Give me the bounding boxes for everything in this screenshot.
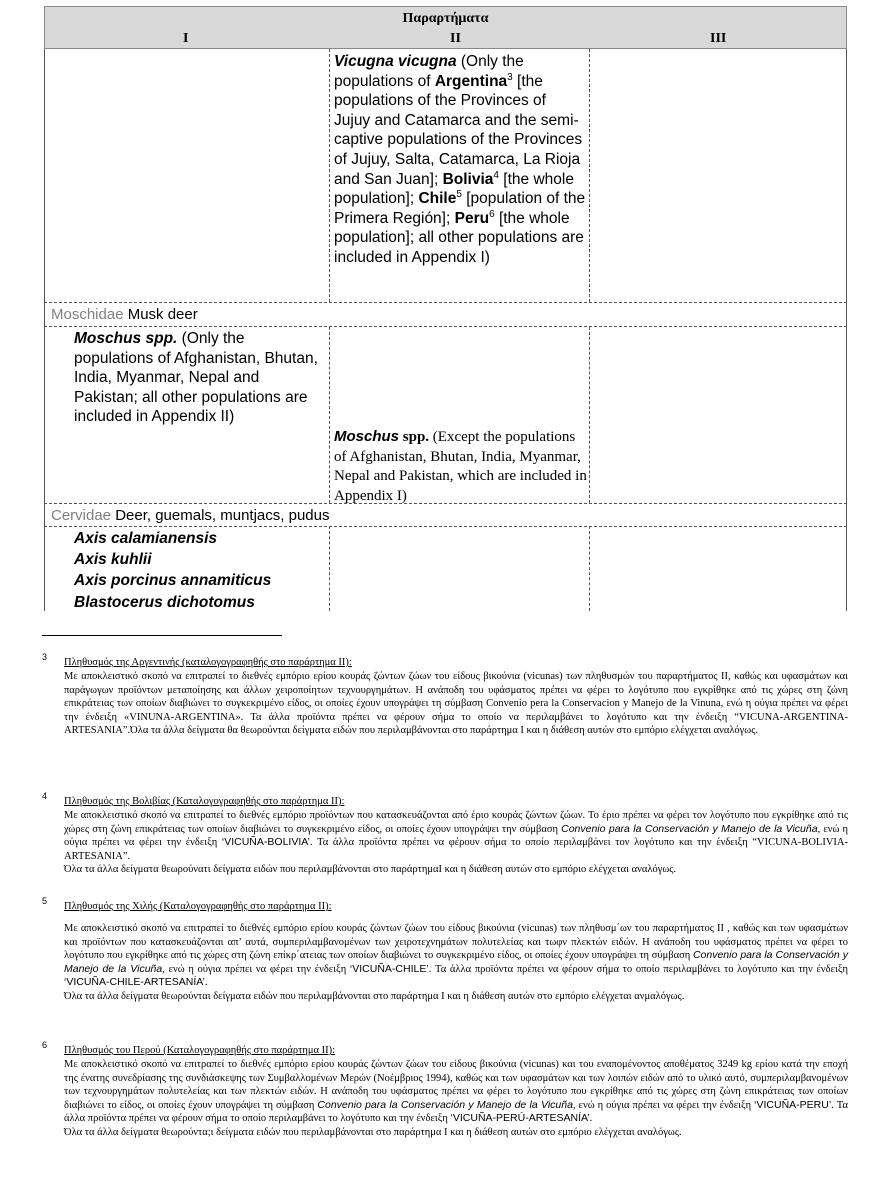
footnote-text: Με αποκλειστικό σκοπό να επιτραπεί το διεθνές εμπόριο ερίου κουράς ζώντων ζώων του είδους βικούνια (vicunas) και του εναπομένοντος αποθέματος 3249 kg ερίου κατά την εποχή της ένατης συνεδρίασης της συνδιάσκεψης των Συμβαλλομένων Μερών (Νοέμβριος 1994), καθώς και των υφασμάτων και των λοιπών ειδών από το υλικό αυτό, συμπεριλαμβανομένων των τεχνουργημάτων πολυτελείας και των πλεκτών ειδών. Η ανάποδη του υφάσματος πρέπει να φέρει το λογότυπο που εγκρίθηκε από τις χώρες στη ζώνη επικράτειας των οποίων διαβιώνει το είδος, οι οποίες έχουν υπογράψει τη σύμβαση xyxy=(64,1059,848,1111)
moschus-appendix-i-entry xyxy=(74,329,326,427)
label-text: ‘VICUÑA-CHILE-ARTESANÍA’ xyxy=(64,976,205,988)
footnote-text: . Τα άλλα προϊόντα πρέπει να φέρουν σήμα το οποίο περιλαμβάνει το λογότυπο και την ένδειξη xyxy=(428,963,848,975)
appendix-header xyxy=(44,6,847,49)
footnote-text: Όλα τα άλλα δείγματα θεωρούνατι δείγματα ειδών που περιλαμβάνονται στο παράρτημαI και η διάθεση αυτών στο εμπόριο ελέγχεται αναλόγως. xyxy=(64,864,677,875)
column-heading-iii: III xyxy=(710,31,727,46)
column-heading-i: I xyxy=(183,31,189,46)
footnote-number: 4 xyxy=(42,791,48,801)
column-divider xyxy=(589,526,590,611)
footnote-text: , ενώ η ούγια πρέπει να φέρει την ένδειξη xyxy=(162,963,350,975)
country-chile: Chile xyxy=(418,190,457,208)
footnote-ref[interactable]: 3 xyxy=(507,71,513,83)
family-row-moschidae xyxy=(51,305,198,324)
family-name: Cervidae xyxy=(51,507,112,524)
column-divider xyxy=(589,49,590,302)
footnote-ref[interactable]: 4 xyxy=(493,169,499,181)
entry-text: [the whole population]; all other populations are included in Appendix I) xyxy=(334,209,584,266)
row-divider xyxy=(44,302,847,303)
species-name: Moschus xyxy=(334,428,400,445)
family-name: Moschidae xyxy=(51,306,124,323)
label-text: ‘VICUÑA-BOLIVIA’ xyxy=(221,836,310,848)
footnote-body xyxy=(64,922,848,1003)
footnote-text: . xyxy=(204,977,208,988)
footnote-heading: Πληθυσμός της Βολιβίας (Καταλογογραφηθής στο παράρτημα II): xyxy=(64,796,345,807)
label-text: ‘VICUÑA-PERÚ-ARTESANÍA’ xyxy=(450,1112,590,1124)
footnote-text: Με αποκλειστικό σκοπό να επιτραπεί το διεθνές εμπόριο ερίου κουράς ζώντων ζώων του είδους βικούνια (vicunas) των πληθυσμών του παραρτήματος II, καθώς και υφασμάτων και παράγωγων προϊόντων μεταποίησης και άλλων χειροποίητων τεχνουργημάτων. Η ανάποδη του υφάσματος πρέπει να φέρει το λογότυπο που εγκρίθηκε από τις χώρες στη ζώνη επικράτειας των οποίων διαβιώνει το συγκεκριμένο είδος, οι οποίες έχουν υπογράψει τη σύμβαση Convenio pera la Conservacion y Manejo de la Vinuna, ενώ η ούγια πρέπει να φέρει την ένδειξη «VINUNA-ARGENTINA». Τα άλλα προϊόντα πρέπει να φέρουν σήμα το οποίο να περιλαμβάνει το λογότυπο και την ένδειξη “VICUNA-ARGENTINA-ARTESANIA”.Όλα τα άλλα δείγματα θα θεωρούνται δείγματα ειδών που περιλαμβάνονται στο παράρτημα I και η διάθεση αυτών στο εμπόριο ελέγχεται αναλόγως. xyxy=(64,671,848,736)
convention-name: Convenio para la Conservación y Manejo de la Vicuña xyxy=(561,822,818,835)
entry-text: [population of the Primera Región]; xyxy=(334,190,586,227)
footnote-text: . Τα άλλα προϊόντα πρέπει να φέρουν σήμα το οποίο περιλαμβάνει το λογότυπο και την ένδειξη xyxy=(64,1099,848,1124)
footnote-heading: Πληθυσμός του Περού (Καταλογογραφηθής στο παράρτημα II): xyxy=(64,1045,336,1056)
footnote-text: Όλα τα άλλα δείγματα θεωρούνται δείγματα ειδών που περιλαμβάνονται στο παράρτημα I και η διάθεση αυτών στο εμπόριο ελέγχεται ανμαλόγως. xyxy=(64,990,685,1002)
footnote-text: . xyxy=(589,1113,593,1124)
species-name: Vicugna vicugna xyxy=(334,53,457,70)
convention-name: Convenio para la Conservación y Manejo de la Vicuña xyxy=(317,1098,573,1111)
footnote-text: Με αποκλειστικό σκοπό να επιτραπεί το διεθνές εμπόριο προϊόντων που κατασκευάζονται από έριο κουράς ζώντων ζώων. Το έριο πρέπει να φέρει τον λογότυπο που εγκρίθηκε από τις χώρες στη ζώνη επικράτειας των οποίων διαβιώνει το συγκεκριμένο είδος, οι οποίες έχουν υπογράψει την σύμβαση xyxy=(64,810,848,835)
family-row-cervidae xyxy=(51,506,329,525)
column-divider xyxy=(329,49,330,302)
footnote-number: 6 xyxy=(42,1040,48,1050)
country-bolivia: Bolivia xyxy=(442,170,494,188)
footnote-number: 3 xyxy=(42,652,48,662)
footnote-number: 5 xyxy=(42,896,48,906)
column-heading-ii: II xyxy=(450,31,461,46)
footnote-heading: Πληθυσμός της Χιλής (Καταλογογραφηθής στο παράρτημα II): xyxy=(64,901,332,912)
column-divider xyxy=(589,327,590,503)
row-divider xyxy=(44,326,847,327)
footnote-text: Όλα τα άλλα δείγματα θεωρούντα;ι δείγματα ειδών που περιλαμβάνονται στο παράρτημα I και η διάθεση αυτών στο εμπόριο ελέγχεται αναλόγως. xyxy=(64,1126,682,1138)
column-divider xyxy=(329,327,330,503)
footnote-body xyxy=(64,670,848,738)
family-common-name: Musk deer xyxy=(123,306,198,323)
footnote-body xyxy=(64,809,848,877)
entry-text: (Only the populations of Afghanistan, Bhutan, India, Myanmar, Nepal and Pakistan; all other populations are included in Appendix II) xyxy=(74,330,318,426)
vicugna-entry xyxy=(334,52,586,268)
footnote-body xyxy=(64,1058,848,1139)
footnote-heading: Πληθυσμός της Αργεντινής (καταλογογραφηθής στο παράρτημα II): xyxy=(64,657,352,668)
footnote-ref[interactable]: 5 xyxy=(456,189,462,200)
footnote-separator xyxy=(42,635,282,636)
entry-text: [the whole population]; xyxy=(334,170,574,208)
footnote-text: , ενώ η ούγια πρέπει να φέρει την ένδειξη xyxy=(64,823,848,848)
entry-text: (Only the populations of xyxy=(334,53,524,90)
country-argentina: Argentina xyxy=(434,72,508,90)
row-divider xyxy=(44,526,847,527)
header-title: Παραρτήματα xyxy=(402,11,489,26)
footnote-text: Με αποκλειστικό σκοπό να επιτραπεί το διεθνές εμπόριο ερίου κουράς ζώντων ζώων του είδους βικούνια (vicunas) των πληθυσμ΄ων του παραρτήματος II , καθώς και των υφασμάτων και προϊόντων που κατασκευάζονται απ’ αυτά, συμπεριλαμβανομένων των χειροτεχνημάτων πολυτελείας και τωφν πλεκτών ειδών. Η ανάποδη του υφάσματος πρέπει να φέρει το λογότυπο που εγκρίθηκε από τις χώρες στη ζώνη επίκρ΄ατειας των οποίων διαβιώνει το συγκεκριμένο είδος, οι οποίες έχουν υπογράψει τη σύμβαση xyxy=(64,923,848,961)
convention-name: Convenio para la Conservación y Manejo de la Vicuña xyxy=(64,949,848,975)
family-common-name: Deer, guemals, muntjacs, pudus xyxy=(111,507,330,524)
species-suffix: spp. xyxy=(399,429,430,445)
cervidae-species-list xyxy=(74,528,326,613)
footnote-ref[interactable]: 6 xyxy=(489,208,495,220)
label-text: ‘VICUÑA-CHILE’ xyxy=(349,962,429,975)
species-name: Moschus spp. xyxy=(74,330,178,347)
country-peru: Peru xyxy=(454,209,490,227)
column-divider xyxy=(329,526,330,611)
species-name: Axis kuhlii xyxy=(74,551,152,569)
label-text: ‘VICUÑA-PERU’ xyxy=(754,1098,832,1111)
footnote-text: . Τα άλλα προϊόντα πρέπει να φέρουν σήμα το οποίο περιλαμβάνει τον λογότυπο και την ένδειξη “VICUNA-BOLIVIA-ARTESANIA”. xyxy=(64,837,848,862)
entry-text: (Except the populations of Afghanistan, Bhutan, India, Myanmar, Nepal and Pakistan, which are included in Appendix I) xyxy=(334,429,587,504)
species-name: Axis porcinus annamiticus xyxy=(74,572,272,590)
entry-text: [the populations of the Provinces of Jujuy and Catamarca and the semi-captive populations of the Provinces of Jujuy, Salta, Catamarca, La Rioja and San Juan]; xyxy=(334,72,583,188)
footnote-text: , ενώ η ούγια πρέπει να φέρει την ένδειξη xyxy=(572,1099,755,1111)
species-name: Blastocerus dichotomus xyxy=(74,593,255,611)
appendix-table xyxy=(44,49,847,611)
moschus-appendix-ii-entry xyxy=(334,427,588,506)
species-name: Axis calamianensis xyxy=(74,530,218,547)
